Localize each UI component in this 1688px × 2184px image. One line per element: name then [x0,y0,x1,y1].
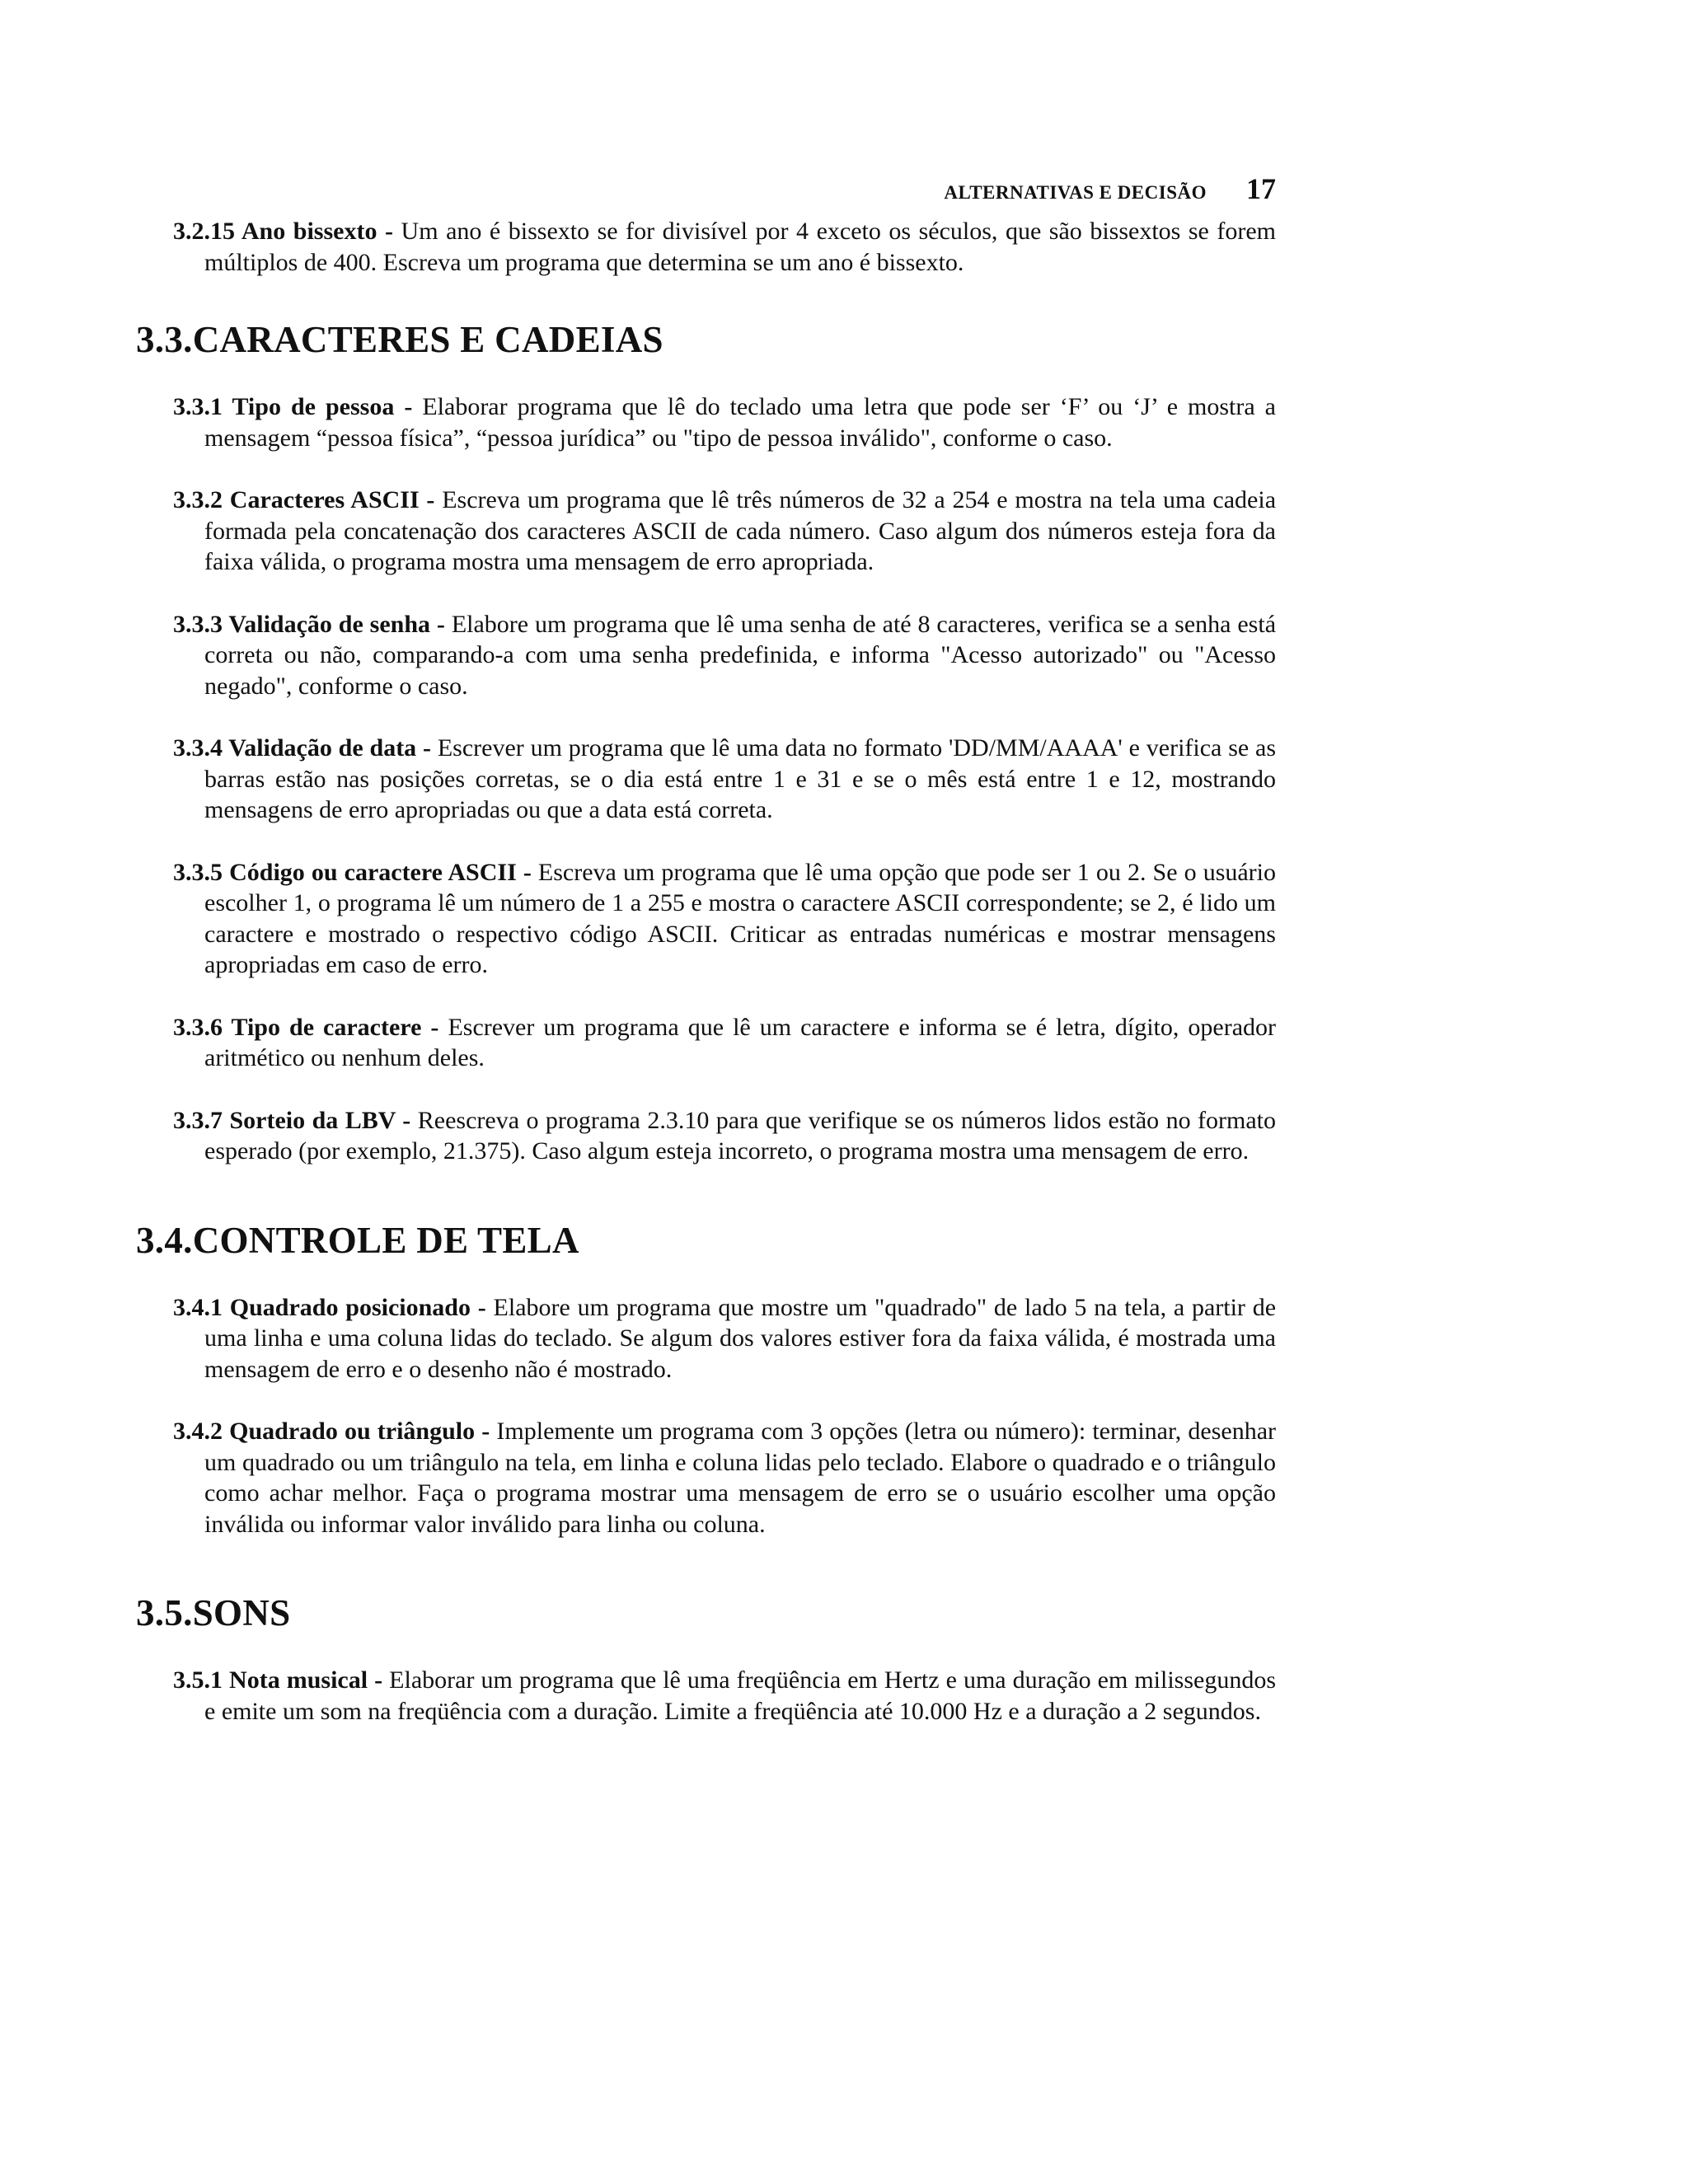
exercise-3-3-1 [136,391,1276,453]
exercise-number: 3.2.15 [173,218,235,245]
exercise-title: Tipo de caractere - [231,1013,439,1041]
exercise-lead [173,1014,438,1041]
exercise-text: Elabore um programa que mostre um "quadrado" de lado 5 na tela, a partir de uma linha e uma coluna lidas do teclado. Se algum dos valores estiver fora da faixa válida, é mostrada uma mensagem de erro e o desenho não é mostrado. [204,1293,1277,1383]
exercise-number: 3.3.5 [173,858,223,886]
section-heading-sons: 3.5.SONS [136,1592,291,1633]
exercise-lead [173,1418,490,1445]
exercise-lead [173,1107,410,1134]
exercise-text: Escrever um programa que lê um caractere e informa se é letra, dígito, operador aritmético ou nenhum deles. [204,1013,1276,1071]
exercise-number: 3.3.2 [173,486,223,513]
exercise-lead [173,611,445,638]
exercise-number: 3.3.7 [173,1106,223,1134]
exercise-title: Nota musical - [229,1666,383,1694]
section-heading-controle-de-tela: 3.4.CONTROLE DE TELA [136,1219,579,1261]
exercise-3-3-6 [136,1012,1276,1074]
exercise-text: Reescreva o programa 2.3.10 para que verifique se os números lidos estão no formato esperado (por exemplo, 21.375). Caso algum esteja incorreto, o programa mostra uma mensagem de erro. [204,1106,1277,1165]
exercise-text: Implemente um programa com 3 opções (letra ou número): terminar, desenhar um quadrado ou um triângulo na tela, em linha e coluna lidas pelo teclado. Elabore o quadrado e o triângulo como achar melhor. Faça o programa mostrar uma mensagem de erro se o usuário escolher uma opção inválida ou informar valor inválido para linha ou coluna. [204,1418,1277,1538]
exercise-title: Tipo de pessoa - [232,393,413,420]
running-title: ALTERNATIVAS E DECISÃO [944,182,1207,203]
exercise-3-2-15 [136,216,1276,278]
running-header [944,171,1276,206]
exercise-text: Escrever um programa que lê uma data no formato 'DD/MM/AAAA' e verifica se as barras estão nas posições corretas, se o dia está entre 1 e 31 e se o mês está entre 1 e 12, mostrando mensagens de erro apropriadas ou que a data está correta. [204,734,1276,823]
exercise-title: Validação de senha - [228,610,445,638]
exercise-number: 3.3.6 [173,1013,223,1041]
exercise-text: Um ano é bissexto se for divisível por 4 exceto os séculos, que são bissextos se forem múltiplos de 400. Escreva um programa que determina se um ano é bissexto. [204,218,1277,276]
page-number: 17 [1246,172,1276,205]
exercise-number: 3.4.2 [173,1418,223,1445]
exercise-number: 3.5.1 [173,1666,223,1694]
exercise-number: 3.3.3 [173,610,223,638]
exercise-lead [173,734,431,762]
exercise-lead [173,859,532,886]
exercise-title: Código ou caractere ASCII - [229,858,532,886]
exercise-3-3-7 [136,1105,1276,1167]
exercise-title: Ano bissexto - [241,218,393,245]
exercise-lead [173,218,393,245]
section-heading-caracteres-e-cadeias: 3.3.CARACTERES E CADEIAS [136,319,663,360]
exercise-title: Quadrado ou triângulo - [229,1418,490,1445]
exercise-text: Escreva um programa que lê uma opção que pode ser 1 ou 2. Se o usuário escolher 1, o programa lê um número de 1 a 255 e mostra o caractere ASCII correspondente; se 2, é lido um caractere e mostrado o respectivo código ASCII. Criticar as entradas numéricas e mostrar mensagens apropriadas em caso de erro. [204,858,1277,978]
exercise-lead [173,1294,486,1321]
exercise-title: Caracteres ASCII - [229,486,435,513]
exercise-lead [173,393,412,420]
exercise-title: Quadrado posicionado - [229,1293,486,1321]
exercise-number: 3.3.4 [173,734,223,762]
exercise-number: 3.3.1 [173,393,223,420]
exercise-text: Elaborar programa que lê do teclado uma letra que pode ser ‘F’ ou ‘J’ e mostra a mensagem “pessoa física”, “pessoa jurídica” ou "tipo de pessoa inválido", conforme o caso. [204,393,1276,452]
exercise-text: Escreva um programa que lê três números de 32 a 254 e mostra na tela uma cadeia formada pela concatenação dos caracteres ASCII de cada número. Caso algum dos números esteja fora da faixa válida, o programa mostra uma mensagem de erro apropriada. [204,486,1277,575]
exercise-text: Elaborar um programa que lê uma freqüência em Hertz e uma duração em milissegundos e emite um som na freqüência com a duração. Limite a freqüência até 10.000 Hz e a duração a 2 segundos. [204,1666,1277,1725]
exercise-3-3-4 [136,733,1276,826]
exercise-title: Sorteio da LBV - [229,1106,411,1134]
exercise-number: 3.4.1 [173,1293,223,1321]
exercise-3-3-2 [136,485,1276,578]
exercise-3-3-3 [136,609,1276,702]
exercise-lead [173,486,434,513]
exercise-title: Validação de data - [228,734,431,762]
page-content [136,216,1276,1758]
exercise-lead [173,1666,382,1694]
exercise-text: Elabore um programa que lê uma senha de até 8 caracteres, verifica se a senha está correta ou não, comparando-a com uma senha predefinida, e informa "Acesso autorizado" ou "Acesso negado", conforme o caso. [204,610,1277,700]
exercise-3-4-2 [136,1416,1276,1540]
exercise-3-3-5 [136,857,1276,981]
exercise-3-4-1 [136,1292,1276,1385]
exercise-3-5-1 [136,1665,1276,1727]
